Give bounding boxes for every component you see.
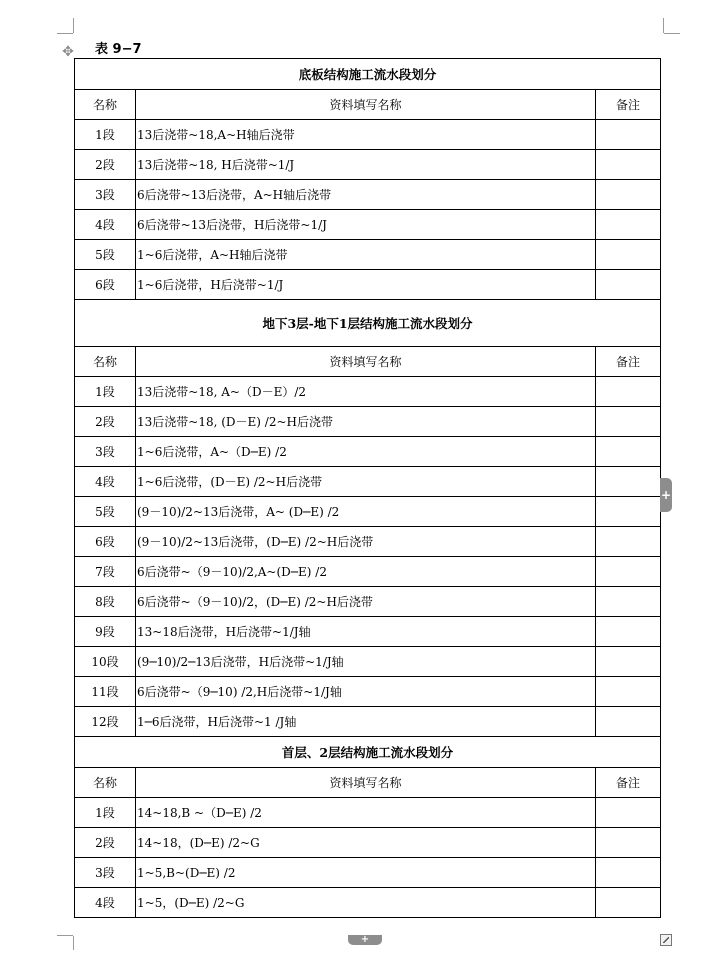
table-row — [75, 270, 661, 300]
segment-content-cell[interactable]: 13后浇带~18, A~（D－E）/2 — [136, 377, 596, 407]
segment-name-cell[interactable]: 11段 — [75, 677, 136, 707]
segment-name-cell[interactable]: 10段 — [75, 647, 136, 677]
segment-remark-cell[interactable] — [596, 707, 661, 737]
segment-remark-cell[interactable] — [596, 677, 661, 707]
segment-name-cell[interactable]: 12段 — [75, 707, 136, 737]
segment-remark-cell[interactable] — [596, 557, 661, 587]
segment-name-cell[interactable]: 9段 — [75, 617, 136, 647]
segment-name-cell[interactable]: 3段 — [75, 858, 136, 888]
table-row — [75, 210, 661, 240]
table-row — [75, 647, 661, 677]
section-title-row — [75, 59, 661, 90]
segment-content-cell[interactable]: 6后浇带~13后浇带，H后浇带~1/J — [136, 210, 596, 240]
segment-content-cell[interactable]: 1~6后浇带，(D－E) /2~H后浇带 — [136, 467, 596, 497]
segment-content-cell[interactable]: 6后浇带~（9－10)/2，(D─E) /2~H后浇带 — [136, 587, 596, 617]
table-row — [75, 120, 661, 150]
segment-name-cell[interactable]: 6段 — [75, 270, 136, 300]
segment-remark-cell[interactable] — [596, 150, 661, 180]
segment-remark-cell[interactable] — [596, 888, 661, 918]
table-row — [75, 180, 661, 210]
segment-content-cell[interactable]: 6后浇带~13后浇带，A~H轴后浇带 — [136, 180, 596, 210]
header-name: 名称 — [75, 347, 136, 377]
segment-remark-cell[interactable] — [596, 467, 661, 497]
table-row — [75, 858, 661, 888]
table-row — [75, 677, 661, 707]
table-row — [75, 437, 661, 467]
table-row — [75, 557, 661, 587]
header-content: 资料填写名称 — [136, 347, 596, 377]
segment-content-cell[interactable]: 6后浇带~（9─10) /2,H后浇带~1/J轴 — [136, 677, 596, 707]
segment-name-cell[interactable]: 5段 — [75, 497, 136, 527]
column-header-row — [75, 90, 661, 120]
segment-name-cell[interactable]: 1段 — [75, 798, 136, 828]
segment-remark-cell[interactable] — [596, 180, 661, 210]
segment-content-cell[interactable]: 1~6后浇带，A~H轴后浇带 — [136, 240, 596, 270]
segment-remark-cell[interactable] — [596, 647, 661, 677]
segment-name-cell[interactable]: 1段 — [75, 377, 136, 407]
table-row — [75, 407, 661, 437]
section-title: 首层、2层结构施工流水段划分 — [75, 737, 661, 768]
table-row — [75, 497, 661, 527]
table-row — [75, 587, 661, 617]
section-title-row — [75, 737, 661, 768]
header-content: 资料填写名称 — [136, 90, 596, 120]
column-header-row — [75, 768, 661, 798]
segment-remark-cell[interactable] — [596, 210, 661, 240]
segment-remark-cell[interactable] — [596, 527, 661, 557]
segment-name-cell[interactable]: 8段 — [75, 587, 136, 617]
segment-remark-cell[interactable] — [596, 407, 661, 437]
segment-name-cell[interactable]: 7段 — [75, 557, 136, 587]
segment-name-cell[interactable]: 4段 — [75, 888, 136, 918]
table-row — [75, 467, 661, 497]
table-row — [75, 527, 661, 557]
table-row — [75, 828, 661, 858]
segment-name-cell[interactable]: 3段 — [75, 437, 136, 467]
crop-mark — [663, 18, 664, 33]
table-row — [75, 798, 661, 828]
header-remark: 备注 — [596, 90, 661, 120]
table-label: 表 9−7 — [95, 42, 142, 57]
table-row — [75, 707, 661, 737]
segment-remark-cell[interactable] — [596, 828, 661, 858]
crop-mark — [664, 33, 680, 34]
segment-content-cell[interactable]: 1~6后浇带，H后浇带~1/J — [136, 270, 596, 300]
segment-remark-cell[interactable] — [596, 240, 661, 270]
segment-name-cell[interactable]: 3段 — [75, 180, 136, 210]
crop-mark — [73, 18, 74, 33]
segment-content-cell[interactable]: 13后浇带~18, H后浇带~1/J — [136, 150, 596, 180]
section-title: 地下3层-地下1层结构施工流水段划分 — [75, 300, 661, 347]
segment-name-cell[interactable]: 5段 — [75, 240, 136, 270]
segment-content-cell[interactable]: (9─10)/2─13后浇带，H后浇带~1/J轴 — [136, 647, 596, 677]
section-title-row — [75, 300, 661, 347]
segment-name-cell[interactable]: 4段 — [75, 210, 136, 240]
header-remark: 备注 — [596, 768, 661, 798]
segment-remark-cell[interactable] — [596, 377, 661, 407]
header-name: 名称 — [75, 768, 136, 798]
table-row — [75, 617, 661, 647]
segment-content-cell[interactable]: (9－10)/2~13后浇带，(D─E) /2~H后浇带 — [136, 527, 596, 557]
add-row-plus-icon[interactable]: + — [348, 935, 382, 945]
add-column-plus-icon[interactable]: + — [660, 478, 672, 512]
segment-remark-cell[interactable] — [596, 587, 661, 617]
header-name: 名称 — [75, 90, 136, 120]
header-content: 资料填写名称 — [136, 768, 596, 798]
table-row — [75, 150, 661, 180]
segment-content-cell[interactable]: 1~5，(D─E) /2~G — [136, 888, 596, 918]
segment-content-cell[interactable]: 1~5,B~(D─E) /2 — [136, 858, 596, 888]
segment-name-cell[interactable]: 2段 — [75, 150, 136, 180]
segment-name-cell[interactable]: 4段 — [75, 467, 136, 497]
table-row — [75, 377, 661, 407]
segment-content-cell[interactable]: 1~6后浇带，A~（D─E) /2 — [136, 437, 596, 467]
segment-content-cell[interactable]: 1─6后浇带，H后浇带~1 /J轴 — [136, 707, 596, 737]
segment-content-cell[interactable]: 6后浇带~（9－10)/2,A~(D─E) /2 — [136, 557, 596, 587]
crop-mark — [73, 936, 74, 950]
header-remark: 备注 — [596, 347, 661, 377]
segment-remark-cell[interactable] — [596, 798, 661, 828]
segment-content-cell[interactable]: 14~18,B ~（D─E) /2 — [136, 798, 596, 828]
segment-name-cell[interactable]: 1段 — [75, 120, 136, 150]
table-row — [75, 240, 661, 270]
section-title: 底板结构施工流水段划分 — [75, 59, 661, 90]
segment-content-cell[interactable]: 13后浇带~18, (D－E) /2~H后浇带 — [136, 407, 596, 437]
segment-content-cell[interactable]: 13后浇带~18,A~H轴后浇带 — [136, 120, 596, 150]
table-move-handle-icon[interactable]: ✥ — [62, 44, 74, 60]
segment-remark-cell[interactable] — [596, 497, 661, 527]
segment-content-cell[interactable]: (9－10)/2~13后浇带，A~ (D─E) /2 — [136, 497, 596, 527]
table-resize-icon[interactable] — [660, 934, 672, 946]
segment-name-cell[interactable]: 6段 — [75, 527, 136, 557]
segment-name-cell[interactable]: 2段 — [75, 828, 136, 858]
segment-content-cell[interactable]: 14~18，(D─E) /2~G — [136, 828, 596, 858]
column-header-row — [75, 347, 661, 377]
crop-mark — [57, 33, 73, 34]
crop-mark — [57, 935, 73, 936]
segment-name-cell[interactable]: 2段 — [75, 407, 136, 437]
segment-content-cell[interactable]: 13~18后浇带，H后浇带~1/J轴 — [136, 617, 596, 647]
table-row — [75, 888, 661, 918]
segment-remark-cell[interactable] — [596, 858, 661, 888]
segment-remark-cell[interactable] — [596, 270, 661, 300]
segment-remark-cell[interactable] — [596, 120, 661, 150]
construction-sections-table — [74, 58, 661, 918]
segment-remark-cell[interactable] — [596, 437, 661, 467]
segment-remark-cell[interactable] — [596, 617, 661, 647]
